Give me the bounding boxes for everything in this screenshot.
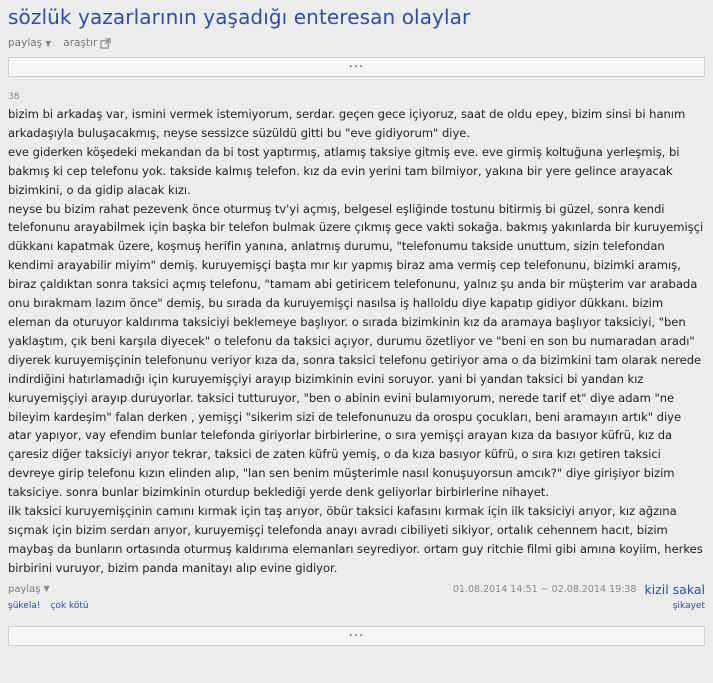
chevron-down-icon: ▼ [45, 38, 52, 48]
entry-meta [453, 582, 705, 597]
topic-share-button[interactable] [8, 37, 51, 49]
entry-footer [8, 581, 705, 599]
topic-research-button[interactable] [63, 37, 111, 49]
entry-share-button[interactable] [8, 584, 50, 595]
vote-links [8, 601, 89, 611]
entry-content: bizim bi arkadaş var, ismini vermek istemiyorum, serdar. geçen gece içiyoruz, saat de oldu epey, bizim sinsi bi hanım arkadaşıyla buluşacakmış, neyse sessizce süzüldü gitti bu "eve gidiyorum" diye. eve giderken köşedeki mekandan da bi tost yaptırmış, atlamış taksiye gitmiş eve. eve girmiş koltuğuna yerleşmiş, bi bakmış ki cep telefonu yok. takside kalmış telefon. kız da evin yerini tam bilmiyor, yakına bir yere gelince arayacak bizimkini, o da gidip alacak kızı. neyse bu bizim rahat pezevenk önce oturmuş tv'yi açmış, belgesel eşliğinde tostunu bitirmiş bi güzel, sonra kendi telefonunu arayabilmek için başka bir telefon bulmak üzere çıkmış gece vakti sokağa. bakmış yakınlarda bir kuruyemişçi dükkanı kapatmak üzere, koşmuş herifin yanına, anlatmış durumu, "telefonumu takside unuttum, sizin telefondan kendimi arayabilir miyim" demiş. kuruyemişçi başta mır kır yapmış biraz ama vermiş cep telefonunu, bizimki aramış, biraz çaldıktan sonra taksici açmış telefonu, "tamam abi getiricem telefonunu, yalnız şu anda bir müşterim var arabada onu bırakmam lazım önce" demiş, bu sırada da kuruyemişçi nasılsa iş halloldu diye kapatıp gidiyor dükkanı. bizim eleman da oturuyor kaldırıma taksiciyi beklemeye başlıyor. o sırada bizimkinin kız da aramaya başlıyor taksiciyi, "ben yaklaştım, çık beni karşıla diyecek" o telefonu da taksici açıyor, durumu özetliyor ve "beni en son bu numaradan aradı" diyerek kuruyemişçinin telefonunu veriyor kıza da, sonra taksici telefonu getiriyor ama o da bizimkini tam olarak nerede indirdiğini hatırlamadığı için kuruyemişçiyi arayıp bizimkinin evini soruyor. yani bi yandan taksici bi yandan kız kuruyemişçiyi arayıp duruyorlar. taksici tutturuyor, "ben o abinin evini bulamıyorum, nerede tarif et" diye adam "ne bileyim kardeşim" falan derken , yemişçi "sikerim sizi de telefonunuzu da orospu çocukları, beni aramayın artık" diye atar yapıyor, vay efendim bunlar telefonda giriyorlar birbirlerine, o sıra yemişçi arayan kıza da basıyor küfrü, kız da çaresiz diğer taksiciyi arıyor tekrar, taksici de zaten küfrü yemiş, o da kıza basıyor küfrü, o sıra kızı getiren taksici devreye girip telefonu kızın elinden alıp, "lan sen benim müşterimle nasıl konuşuyorsun amcık?" diye girişiyor bizim taksiciye. sonra bunlar bizimkinin oturdup beklediği yerde denk geliyorlar birbirlerine nihayet. ilk taksici kuruyemişçinin camını kırmak için taş arıyor, öbür taksici kafasını kırmak için ilk taksiciyi arıyor, kız ağzına sıçmak için bizim serdarı arıyor, kuruyemişçi telefonda anayı avradı cibiliyeti sikiyor, ortalık cehennem hacıt, bizim maybaş da bunların ortasında oturmuş kaldırıma elemanları seyrediyor. ortam guy ritchie filmi gibi amına koyiim, herkes birbirini vuruyor, bizim panda manitayı alıp evine gidiyor. [8, 107, 704, 575]
pager-top [8, 57, 705, 77]
external-link-icon [100, 38, 111, 49]
topic-research-label: araştır [63, 37, 98, 49]
chevron-down-icon: ▼ [43, 584, 50, 594]
topic-share-label: paylaş [8, 37, 43, 49]
entry-author[interactable]: kizil sakal [644, 582, 705, 598]
upvote-link[interactable]: şükela! [8, 600, 41, 611]
vote-row [8, 599, 705, 613]
entry-date[interactable]: 01.08.2014 14:51 ~ 02.08.2014 19:38 [452, 584, 637, 596]
topic-actions [8, 36, 705, 50]
entry-number: 38 [8, 92, 20, 102]
pager-expand-button-bottom[interactable]: ... [348, 624, 365, 640]
pager-bottom [8, 626, 705, 646]
topic-title[interactable]: sözlük yazarlarının yaşadığı enteresan olaylar [8, 5, 471, 29]
pager-expand-button[interactable]: ... [348, 56, 365, 71]
downvote-link[interactable]: çok kötü [50, 600, 89, 611]
entry-share-label: paylaş [8, 584, 41, 596]
complain-link[interactable]: şikayet [672, 600, 705, 611]
